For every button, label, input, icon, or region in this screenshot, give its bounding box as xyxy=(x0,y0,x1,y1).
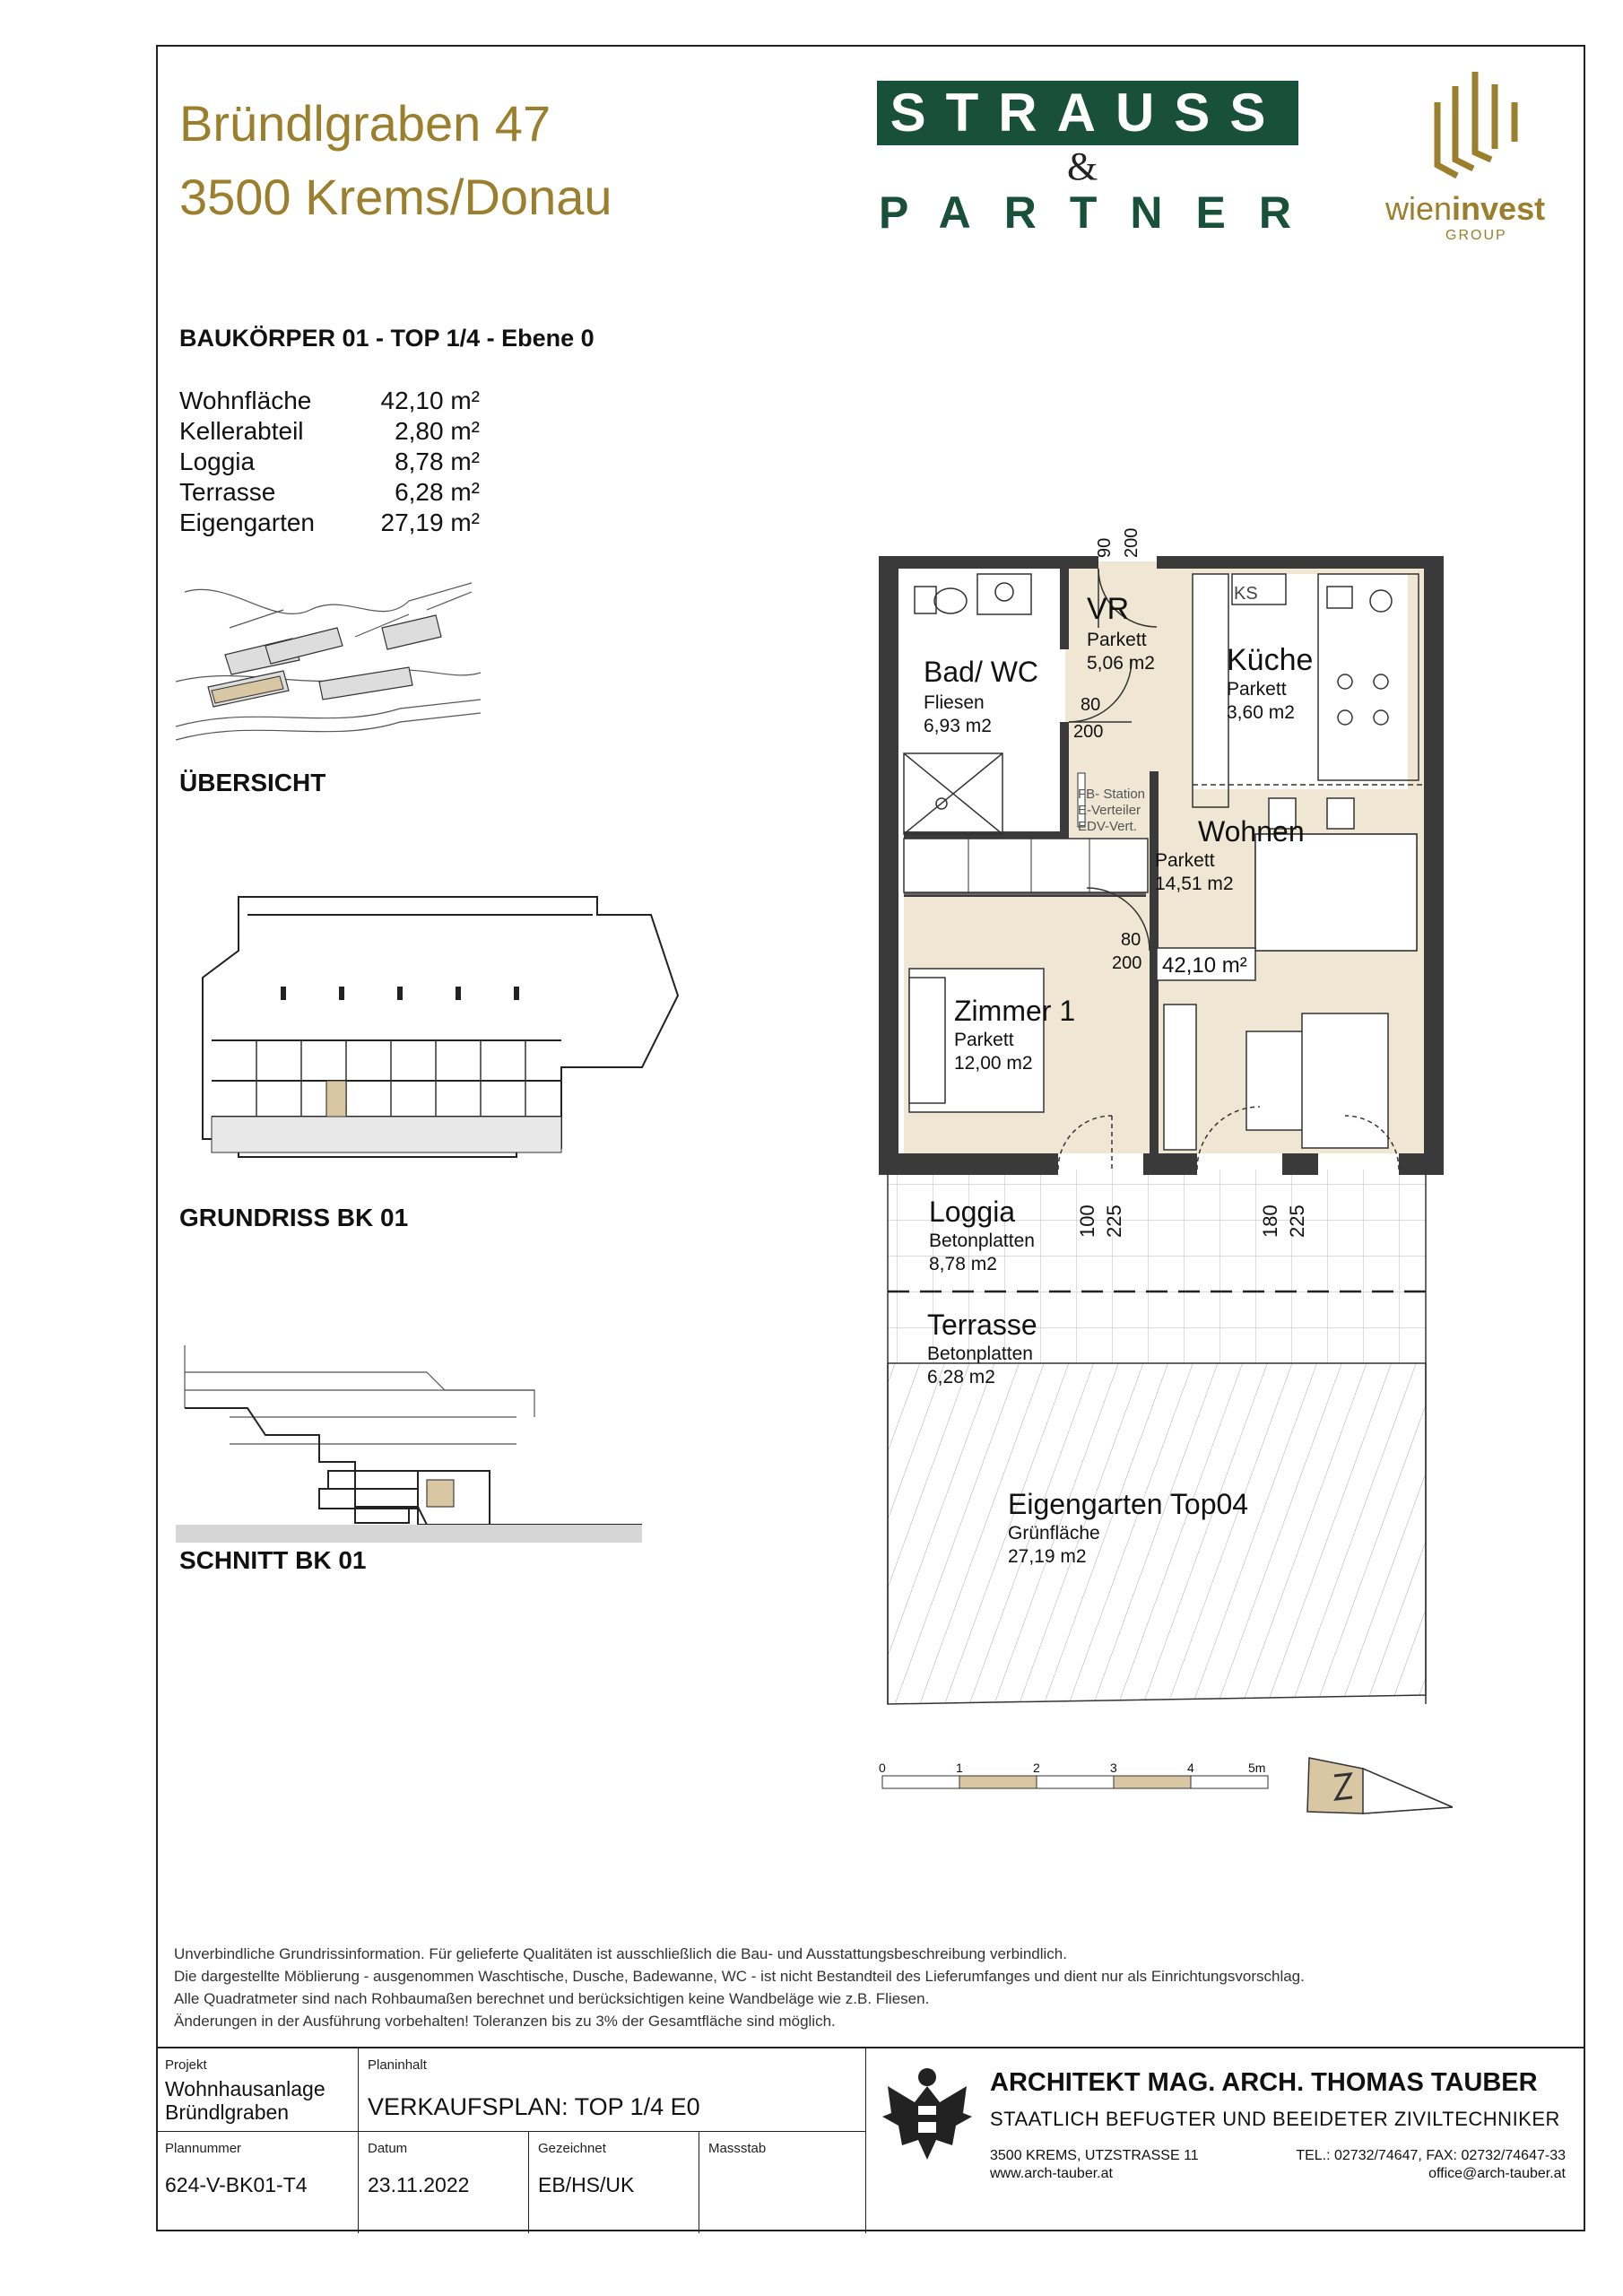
dim-zim-200: 200 xyxy=(1112,953,1142,973)
disclaimer-line: Unverbindliche Grundrissinformation. Für gelieferte Qualitäten ist ausschließlich die Bau- und Ausstattungsbeschreibung verbindlich. xyxy=(174,1945,1067,1962)
dim-loggia-180: 180 xyxy=(1259,1205,1281,1238)
address-line-1: Bründlgraben 47 xyxy=(179,95,551,152)
section-label: SCHNITT BK 01 xyxy=(179,1546,367,1574)
dim-loggia-100: 100 xyxy=(1076,1205,1098,1238)
room-name-wohnen: Wohnen xyxy=(1198,815,1305,848)
cell-projekt xyxy=(156,2048,359,2132)
disclaimer-line: Änderungen in der Ausführung vorbehalten! Toleranzen bis zu 3% der Gesamtfläche sind möglich. xyxy=(174,2013,836,2030)
e-verteiler-label: E-Verteiler xyxy=(1078,803,1141,818)
gezeichnet-label: Gezeichnet xyxy=(538,2141,606,2156)
building-floorplan-thumbnail xyxy=(176,888,705,1184)
floorplan-label: GRUNDRISS BK 01 xyxy=(179,1204,409,1231)
architect-contact xyxy=(1296,2147,1566,2183)
fb-station-label: FB- Station xyxy=(1078,787,1146,802)
dim-bad-80: 80 xyxy=(1081,695,1101,715)
room-floor-zimmer: Parkett xyxy=(954,1030,1014,1050)
area-row xyxy=(179,447,480,477)
scale-bar xyxy=(879,1761,1268,1788)
scale-tick: 5m xyxy=(1248,1761,1266,1775)
area-value: 6,28 m² xyxy=(395,478,480,506)
architect-website: www.arch-tauber.at xyxy=(990,2166,1113,2181)
projekt-value-2: Bründlgraben xyxy=(165,2100,290,2124)
scale-tick: 3 xyxy=(1110,1761,1117,1775)
austrian-eagle-emblem-icon xyxy=(879,2059,976,2165)
scale-tick: 1 xyxy=(956,1761,963,1775)
room-area-vr: 5,06 m2 xyxy=(1087,653,1155,674)
disclaimer-line: Alle Quadratmeter sind nach Rohbaumaßen berechnet und berücksichtigen keine Wandbeläge wie z.B. Fliesen. xyxy=(174,1990,930,2007)
room-floor-loggia: Betonplatten xyxy=(929,1231,1035,1251)
building-section-thumbnail xyxy=(176,1336,642,1543)
room-name-terrasse: Terrasse xyxy=(927,1309,1037,1341)
room-area-bad: 6,93 m2 xyxy=(924,716,992,736)
architect-subtitle: STAATLICH BEFUGTER UND BEEIDETER ZIVILTECHNIKER xyxy=(990,2108,1560,2130)
datum-value: 23.11.2022 xyxy=(368,2173,470,2196)
architect-street: 3500 KREMS, UTZSTRASSE 11 xyxy=(990,2148,1199,2163)
cell-planinhalt xyxy=(359,2048,866,2132)
north-arrow-icon xyxy=(1307,1758,1453,1813)
garden-area xyxy=(888,1363,1426,1704)
unit-floorplan xyxy=(861,502,1453,1848)
disclaimer xyxy=(174,1943,1305,2032)
cell-datum xyxy=(359,2132,529,2233)
area-value: 8,78 m² xyxy=(395,448,480,475)
disclaimer-line: Die dargestellte Möblierung - ausgenommen Waschtische, Dusche, Badewanne, WC - ist nicht Bestandteil des Lieferumfanges und dient nur als Einrichtungsvorschlag. xyxy=(174,1968,1305,1985)
massstab-label: Massstab xyxy=(708,2141,767,2156)
area-row xyxy=(179,508,480,538)
wieninvest-logo-icon xyxy=(1430,66,1523,183)
room-area-garten: 27,19 m2 xyxy=(1008,1546,1087,1567)
scale-tick: 2 xyxy=(1033,1761,1040,1775)
planinhalt-label: Planinhalt xyxy=(368,2057,427,2073)
datum-label: Datum xyxy=(368,2141,408,2156)
area-value: 2,80 m² xyxy=(395,417,480,445)
dim-bad-200: 200 xyxy=(1073,722,1104,742)
area-label: Eigengarten xyxy=(179,509,316,536)
room-floor-garten: Grünfläche xyxy=(1008,1523,1100,1544)
wieninvest-logo-text: wieninvest xyxy=(1385,190,1546,227)
cell-massstab xyxy=(699,2132,866,2233)
gezeichnet-value: EB/HS/UK xyxy=(538,2173,635,2196)
area-value: 42,10 m² xyxy=(380,387,480,414)
overview-label: ÜBERSICHT xyxy=(179,769,326,796)
scale-tick: 4 xyxy=(1187,1761,1194,1775)
plannummer-label: Plannummer xyxy=(165,2141,242,2156)
room-area-loggia: 8,78 m2 xyxy=(929,1254,997,1274)
area-label: Kellerabteil xyxy=(179,417,304,445)
architect-email: office@arch-tauber.at xyxy=(1428,2166,1566,2181)
partner-logo: PARTNER xyxy=(879,187,1324,238)
area-list xyxy=(179,386,480,538)
area-label: Loggia xyxy=(179,448,256,475)
cell-gezeichnet xyxy=(529,2132,699,2233)
area-value: 27,19 m² xyxy=(380,509,480,536)
strauss-logo-ampersand: & xyxy=(1067,144,1098,188)
projekt-value-1: Wohnhausanlage xyxy=(165,2077,325,2100)
room-floor-terrasse: Betonplatten xyxy=(927,1344,1033,1364)
room-name-vr: VR xyxy=(1087,592,1130,626)
edv-label: EDV-Vert. xyxy=(1078,819,1137,834)
ks-label: KS xyxy=(1234,584,1258,604)
room-name-bad: Bad/ WC xyxy=(924,656,1039,688)
strauss-logo: STRAUSS xyxy=(877,81,1298,145)
room-area-zimmer: 12,00 m2 xyxy=(954,1053,1033,1074)
room-name-garten: Eigengarten Top04 xyxy=(1008,1488,1249,1520)
room-area-wohnen: 14,51 m2 xyxy=(1155,874,1234,894)
room-floor-bad: Fliesen xyxy=(924,692,985,713)
address-line-2: 3500 Krems/Donau xyxy=(179,169,612,225)
area-row xyxy=(179,416,480,447)
area-label: Terrasse xyxy=(179,478,276,506)
cell-plannummer xyxy=(156,2132,359,2233)
architect-phone: TEL.: 02732/74647, FAX: 02732/74647-33 xyxy=(1296,2148,1566,2163)
dim-loggia-225a: 225 xyxy=(1103,1205,1125,1238)
projekt-label: Projekt xyxy=(165,2057,207,2073)
scale-tick: 0 xyxy=(879,1761,886,1775)
room-area-terrasse: 6,28 m2 xyxy=(927,1367,995,1387)
dim-top-90: 90 xyxy=(1095,537,1115,558)
dim-top-200: 200 xyxy=(1122,527,1141,558)
wieninvest-group-text: GROUP xyxy=(1445,228,1507,243)
area-row xyxy=(179,477,480,508)
room-area-kueche: 3,60 m2 xyxy=(1227,702,1295,723)
total-area-value: 42,10 m² xyxy=(1162,953,1247,978)
room-floor-vr: Parkett xyxy=(1087,630,1147,650)
unit-title: BAUKÖRPER 01 - TOP 1/4 - Ebene 0 xyxy=(179,325,595,352)
architect-name: ARCHITEKT MAG. ARCH. THOMAS TAUBER xyxy=(990,2068,1538,2097)
dim-loggia-225b: 225 xyxy=(1286,1205,1308,1238)
area-label: Wohnfläche xyxy=(179,387,312,414)
room-name-kueche: Küche xyxy=(1227,643,1314,677)
plannummer-value: 624-V-BK01-T4 xyxy=(165,2173,308,2196)
architect-address xyxy=(990,2147,1199,2183)
room-floor-kueche: Parkett xyxy=(1227,679,1287,700)
planinhalt-value: VERKAUFSPLAN: TOP 1/4 E0 xyxy=(368,2093,700,2120)
overview-site-plan xyxy=(176,574,481,762)
dim-zim-80: 80 xyxy=(1121,930,1141,950)
area-row xyxy=(179,386,480,416)
room-name-loggia: Loggia xyxy=(929,1196,1016,1228)
room-floor-wohnen: Parkett xyxy=(1155,850,1215,871)
room-name-zimmer: Zimmer 1 xyxy=(954,995,1076,1027)
